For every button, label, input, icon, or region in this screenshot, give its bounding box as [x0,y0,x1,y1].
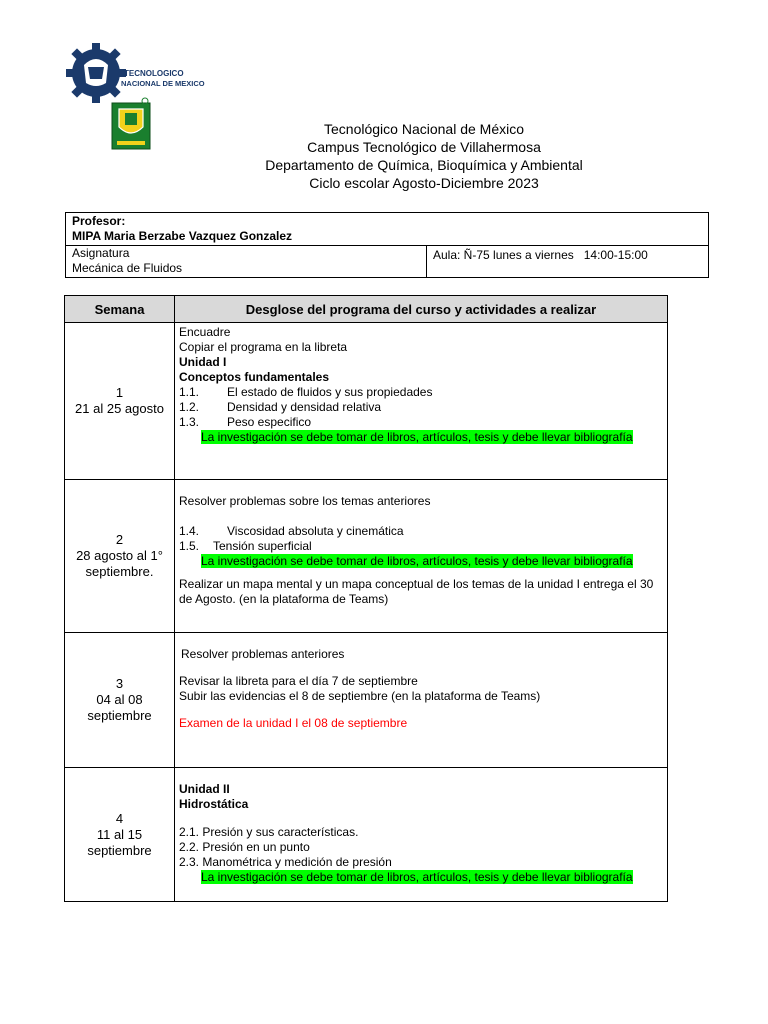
text-line: Resolver problemas sobre los temas anteriores [179,494,431,508]
header-department: Departamento de Química, Bioquímica y Ambiental [265,157,583,173]
tecnm-text-1: TECNOLOGICO [124,69,184,78]
text-line: Subir las evidencias el 8 de septiembre (en la plataforma de Teams) [179,689,541,703]
week-number: 4 [115,810,124,826]
asignatura-label: Asignatura [72,246,130,260]
highlight-note: La investigación se debe tomar de libros, artículos, tesis y debe llevar bibliografía [201,430,633,444]
content-cell [175,633,668,768]
header-campus: Campus Tecnológico de Villahermosa [307,139,541,155]
asignatura-value: Mecánica de Fluidos [72,261,183,275]
course-info-table [65,212,709,278]
unit-title: Conceptos fundamentales [179,370,330,384]
text-line: Revisar la libreta para el día 7 de septiembre [179,674,418,688]
week-cell [65,323,175,480]
week-cell [65,633,175,768]
profesor-label: Profesor: [72,214,126,228]
table-row [65,323,668,480]
week-number: 3 [115,676,124,691]
schedule-table [64,295,668,902]
topic-item: 1.4. Viscosidad absoluta y cinemática [179,524,404,538]
week-dates-line2: septiembre. [85,564,154,579]
table-row [65,480,668,633]
text-line: Copiar el programa en la libreta [179,340,348,354]
task-text: Realizar un mapa mental y un mapa conceptual de los temas de la unidad I entrega el 30 de Agosto. (en la plataforma de Teams) [179,577,654,606]
text-line: Resolver problemas anteriores [181,647,345,661]
gear-icon [66,43,126,103]
header-cycle: Ciclo escolar Agosto-Diciembre 2023 [309,175,539,191]
profesor-name: MIPA Maria Berzabe Vazquez Gonzalez [72,229,293,243]
week-cell [65,480,175,633]
content-cell [175,480,668,633]
text-line: Encuadre [179,325,231,339]
topic-item: 1.3. Peso especifico [179,415,312,429]
topic-item: 2.2. Presión en un punto [179,840,310,854]
highlight-note: La investigación se debe tomar de libros, artículos, tesis y debe llevar bibliografía [201,554,633,568]
week-dates-line2: septiembre [87,842,152,858]
profesor-cell [66,213,709,246]
unit-label: Unidad I [179,355,227,369]
header-semana: Semana [65,296,175,323]
week-dates-line1: 04 al 08 [96,692,143,707]
document-header [220,120,628,192]
campus-shield-logo [111,97,151,151]
content-cell [175,768,668,902]
tecnm-text-2: NACIONAL DE MEXICO [121,79,205,88]
week-dates-line1: 28 agosto al 1° [76,548,163,563]
unit-title: Hidrostática [179,797,249,811]
aula-cell: Aula: Ñ-75 lunes a viernes 14:00-15:00 [427,246,709,278]
week-dates-line2: septiembre [87,708,152,723]
header-desglose: Desglose del programa del curso y actividades a realizar [175,296,668,323]
unit-label: Unidad II [179,782,230,796]
table-row [65,633,668,768]
week-number: 1 [115,385,124,400]
week-number: 2 [115,532,124,547]
topic-item: 2.3. Manométrica y medición de presión [179,855,392,869]
table-row [65,768,668,902]
highlight-note: La investigación se debe tomar de libros, artículos, tesis y debe llevar bibliografía [201,870,633,884]
week-dates-line1: 11 al 15 [96,826,143,842]
content-cell [175,323,668,480]
header-institution: Tecnológico Nacional de México [324,121,524,137]
week-dates: 21 al 25 agosto [75,401,164,416]
topic-item: 1.1. El estado de fluidos y sus propiedades [179,385,433,399]
exam-notice: Examen de la unidad I el 08 de septiembre [179,716,408,730]
tecnm-logo [66,43,205,105]
topic-item: 1.5. Tensión superficial [179,539,312,553]
topic-item: 1.2. Densidad y densidad relativa [179,400,382,414]
schedule-header-row [65,296,668,323]
asignatura-cell [66,246,427,278]
topic-item: 2.1. Presión y sus características. [179,825,359,839]
week-cell [65,768,175,902]
